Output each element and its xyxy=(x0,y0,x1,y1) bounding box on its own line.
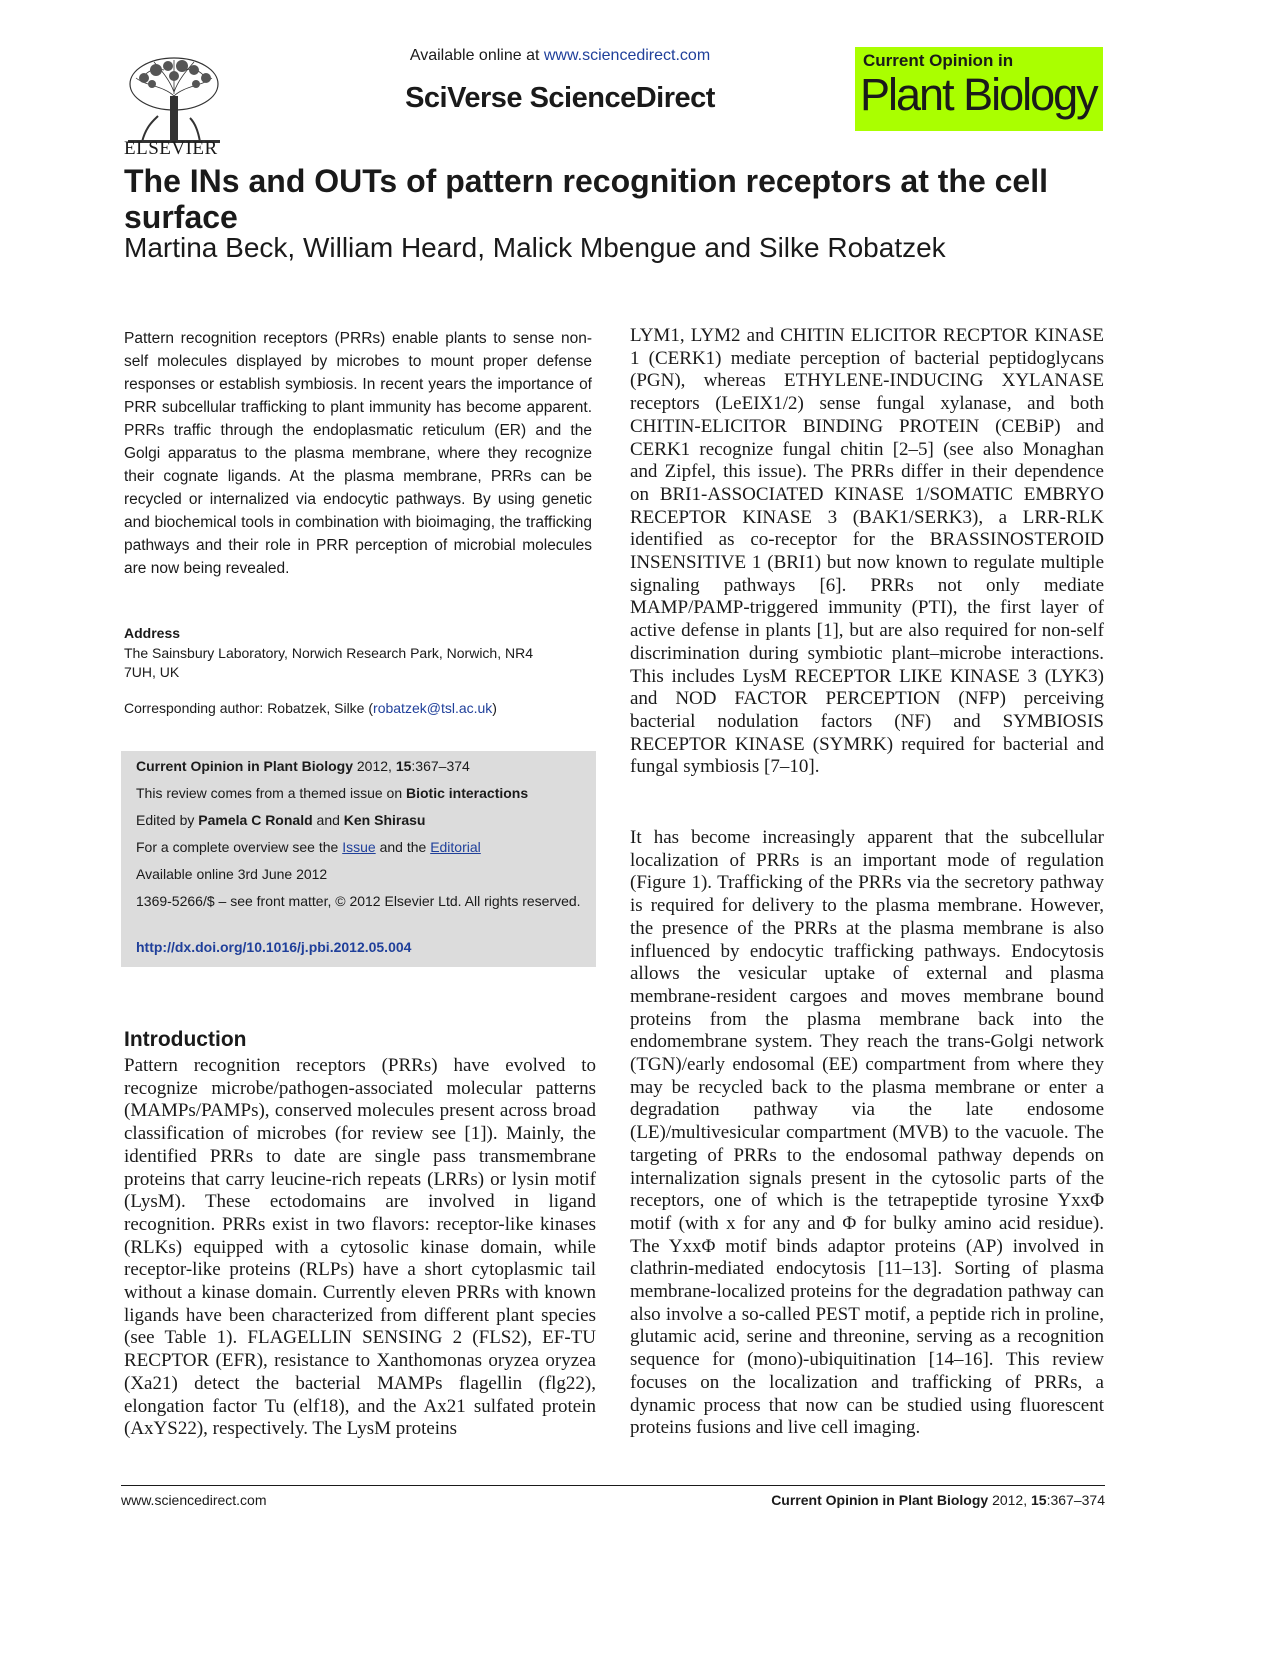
sciencedirect-link[interactable]: www.sciencedirect.com xyxy=(543,47,711,64)
address-label: Address xyxy=(124,625,181,641)
footer-volume: 15 xyxy=(1031,1492,1047,1508)
info-themed-name: Biotic interactions xyxy=(406,785,529,801)
doi-link[interactable]: http://dx.doi.org/10.1016/j.pbi.2012.05.004 xyxy=(136,939,412,955)
available-online-line xyxy=(370,47,750,65)
footer-citation xyxy=(690,1492,1105,1508)
footer-pages: :367–374 xyxy=(1046,1492,1105,1508)
journal-logo-box xyxy=(855,47,1103,131)
info-overview xyxy=(136,838,586,857)
abstract: Pattern recognition receptors (PRRs) enable plants to sense non-self molecules displayed by microbes to mount proper defense responses or establish symbiosis. In recent years the importance of PRR subcellular trafficking to plant immunity has become apparent. PRRs traffic through the endoplasmatic reticulum (ER) and the Golgi apparatus to the plasma membrane, where they recognize their cognate ligands. At the plasma membrane, PRRs can be recycled or internalized via endocytic pathways. By using genetic and biochemical tools in combination with bioimaging, the trafficking pathways and their role in PRR perception of microbial molecules are now being revealed. xyxy=(124,330,592,577)
info-overview-and: and the xyxy=(375,839,431,855)
article-info-box xyxy=(121,751,596,967)
journal-logo-small: Current Opinion in xyxy=(863,51,1014,70)
corresponding-author xyxy=(124,700,497,716)
info-pages: :367–374 xyxy=(411,758,470,774)
info-edited-prefix: Edited by xyxy=(136,812,199,828)
article-authors: Martina Beck, William Heard, Malick Mbengue and Silke Robatzek xyxy=(124,232,946,263)
info-citation xyxy=(136,757,586,776)
info-issn: 1369-5266/$ – see front matter, © 2012 Elsevier Ltd. All rights reserved. xyxy=(136,893,581,909)
introduction-text: Pattern recognition receptors (PRRs) have evolved to recognize microbe/pathogen-associated molecular patterns (MAMPs/PAMPs), conserved molecules present across broad classification of microbes (for review see [1]). Mainly, the identified PRRs to date are single pass transmembrane proteins that carry leucine-rich repeats (LRRs) or lysin motif (LysM). These ectodomains are involved in ligand recognition. PRRs exist in two flavors: receptor-like kinases (RLKs) equipped with a cytosolic kinase domain, while receptor-like proteins (RLPs) have a short cytoplasmic tail without a kinase domain. Currently eleven PRRs with known ligands have been characterized from different plant species (see Table 1). FLAGELLIN SENSING 2 (FLS2), EF-TU RECPTOR (EFR), resistance to Xanthomonas oryzea oryzea (Xa21) detect the bacterial MAMPs flagellin (flg22), elongation factor Tu (elf18), and the Ax21 sulfated protein (AxYS22), respectively. The LysM proteins xyxy=(124,1055,596,1440)
info-volume: 15 xyxy=(395,758,412,774)
journal-logo-big: Plant Biology xyxy=(860,69,1097,120)
footer-website: www.sciencedirect.com xyxy=(121,1492,267,1508)
info-year: 2012, xyxy=(353,758,396,774)
info-editor-2: Ken Shirasu xyxy=(343,812,426,828)
footer-journal: Current Opinion in Plant Biology xyxy=(771,1492,989,1508)
introduction-heading: Introduction xyxy=(124,1028,247,1051)
footer-divider xyxy=(121,1485,1105,1486)
info-available-date: Available online 3rd June 2012 xyxy=(136,866,328,882)
info-journal: Current Opinion in Plant Biology xyxy=(136,758,353,774)
address-text: The Sainsbury Laboratory, Norwich Research Park, Norwich, NR4 7UH, UK xyxy=(124,645,534,680)
info-themed-prefix: This review comes from a themed issue on xyxy=(136,785,406,801)
info-editor-and: and xyxy=(312,812,344,828)
available-online-prefix: Available online at xyxy=(409,47,544,64)
article-title: The INs and OUTs of pattern recognition receptors at the cell surface xyxy=(124,163,1048,235)
right-paragraph-1: LYM1, LYM2 and CHITIN ELICITOR RECPTOR KINASE 1 (CERK1) mediate perception of bacterial peptidoglycans (PGN), whereas ETHYLENE-INDUCING XYLANASE receptors (LeEIX1/2) sense fungal xylanase, and both CHITIN-ELICITOR BINDING PROTEIN (CEBiP) and CERK1 recognize fungal chitin [2–5] (see also Monaghan and Zipfel, this issue). The PRRs differ in their dependence on BRI1-ASSOCIATED KINASE 1/SOMATIC EMBRYO RECEPTOR KINASE 3 (BAK1/SERK3), a LRR-RLK identified as co-receptor for the BRASSINOSTEROID INSENSITIVE 1 (BRI1) but now known to regulate multiple signaling pathways [6]. PRRs not only mediate MAMP/PAMP-triggered immunity (PTI), the first layer of active defense in plants [1], but are also required for non-self discrimination during symbiotic plant–microbe interactions. This includes LysM RECEPTOR LIKE KINASE 3 (LYK3) and NOD FACTOR PERCEPTION (NFP) perceiving bacterial nodulation factors (NF) and SYMBIOSIS RECEPTOR KINASE (SYMRK) required for bacterial and fungal symbiosis [7–10]. xyxy=(630,325,1104,778)
corresponding-suffix: ) xyxy=(492,700,497,716)
editorial-link[interactable]: Editorial xyxy=(430,839,481,855)
info-editors xyxy=(136,811,586,830)
issue-link[interactable]: Issue xyxy=(342,839,376,855)
corresponding-prefix: Corresponding author: Robatzek, Silke ( xyxy=(124,700,374,716)
publisher-wordmark: ELSEVIER xyxy=(124,138,218,159)
platform-wordmark: SciVerse ScienceDirect xyxy=(405,82,715,114)
footer-year: 2012, xyxy=(988,1492,1032,1508)
corresponding-email-link[interactable]: robatzek@tsl.ac.uk xyxy=(373,700,493,716)
info-editor-1: Pamela C Ronald xyxy=(198,812,313,828)
info-overview-prefix: For a complete overview see the xyxy=(136,839,343,855)
right-paragraph-2: It has become increasingly apparent that the subcellular localization of PRRs is an important mode of regulation (Figure 1). Trafficking of the PRRs via the secretory pathway is required for delivery to the plasma membrane. However, the presence of the PRRs at the plasma membrane is also influenced by endocytic trafficking pathways. Endocytosis allows the vesicular uptake of external and plasma membrane-resident cargoes and moves membrane bound proteins from the plasma membrane back into the endomembrane system. They reach the trans-Golgi network (TGN)/early endosomal (EE) compartment from where they may be recycled back to the plasma membrane or enter a degradation pathway via the late endosome (LE)/multivesicular compartment (MVB) to the vacuole. The targeting of PRRs to the endosomal pathway depends on internalization signals present in the cytosolic parts of the receptors, one of which is the tetrapeptide tyrosine YxxΦ motif (with x for any and Φ for bulky amino acid residue). The YxxΦ motif binds adaptor proteins (AP) involved in clathrin-mediated endocytosis [11–13]. Sorting of plasma membrane-localized proteins for the degradation pathway can also involve a so-called PEST motif, a peptide rich in proline, glutamic acid, serine and threonine, serving as a recognition sequence for (mono)-ubiquitination [14–16]. This review focuses on the localization and trafficking of PRRs, a dynamic process that now can be studied using fluorescent proteins fusions and live cell imaging. xyxy=(630,827,1104,1439)
info-themed-issue xyxy=(136,784,586,803)
